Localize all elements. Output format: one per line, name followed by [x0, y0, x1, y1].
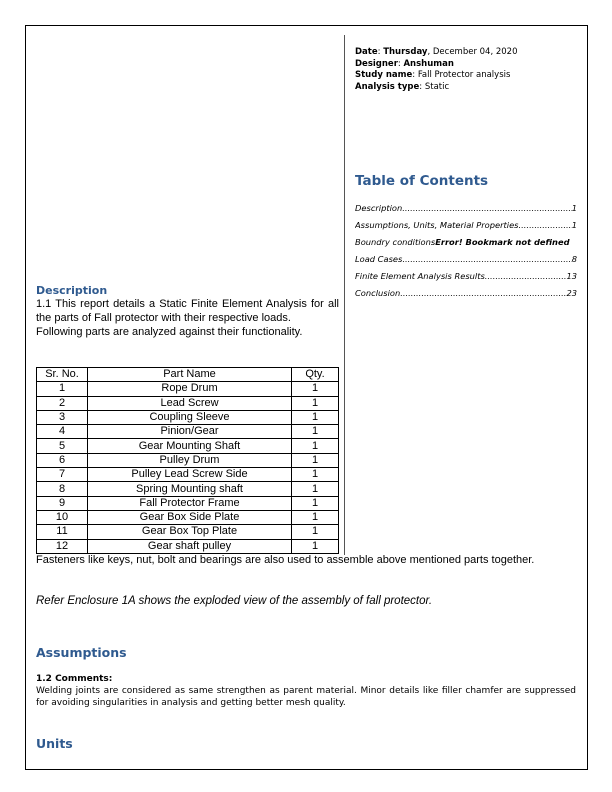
- table-row: [37, 425, 339, 439]
- toc-label: Assumptions, Units, Material Properties: [355, 220, 519, 230]
- sr-no-cell: 8: [37, 482, 88, 496]
- toc-label: Description: [355, 203, 403, 213]
- part-name-cell: Gear Mounting Shaft: [88, 439, 292, 453]
- designer-value: Anshuman: [403, 58, 454, 69]
- toc-entry[interactable]: [355, 203, 577, 220]
- sr-no-cell: 10: [37, 510, 88, 524]
- qty-cell: 1: [292, 396, 339, 410]
- sr-no-cell: 4: [37, 425, 88, 439]
- report-metadata: Date: Thursday, December 04, 2020 Designer: Anshuman Study name: Fall Protector analysis Analysis type: Static: [355, 47, 518, 92]
- assumptions-heading: Assumptions: [36, 645, 127, 660]
- sr-no-cell: 3: [37, 410, 88, 424]
- comments-text: Welding joints are considered as same strengthen as parent material. Minor details like filler chamfer are suppressed for avoiding singularities in analysis and getting better mesh quality.: [36, 686, 576, 708]
- date-label: Date: [355, 47, 378, 57]
- table-row: [37, 439, 339, 453]
- comments-section: [36, 673, 576, 709]
- toc-page: 8: [571, 254, 577, 264]
- toc-label: Boundry conditions: [355, 237, 436, 247]
- description-text: [36, 297, 339, 339]
- table-row: [37, 396, 339, 410]
- qty-cell: 1: [292, 439, 339, 453]
- part-name-cell: Gear shaft pulley: [88, 539, 292, 553]
- qty-cell: 1: [292, 425, 339, 439]
- qty-cell: 1: [292, 382, 339, 396]
- date-value: , December 04, 2020: [427, 47, 518, 57]
- toc-leader: [400, 288, 566, 305]
- qty-cell: 1: [292, 539, 339, 553]
- table-row: [37, 525, 339, 539]
- table-row: [37, 496, 339, 510]
- toc-title: Table of Contents: [355, 173, 489, 189]
- part-name-cell: Gear Box Top Plate: [88, 525, 292, 539]
- table-row: [37, 468, 339, 482]
- toc-leader: [485, 271, 567, 288]
- column-header: Sr. No.: [37, 368, 88, 382]
- qty-cell: 1: [292, 510, 339, 524]
- table-row: [37, 453, 339, 467]
- toc-label: Conclusion: [355, 288, 401, 298]
- column-header: Qty.: [292, 368, 339, 382]
- toc-error: Error! Bookmark not defined: [435, 237, 570, 247]
- study-label: Study name: [355, 70, 413, 80]
- toc-leader: [519, 220, 572, 237]
- table-row: [37, 382, 339, 396]
- toc-page: 1: [571, 203, 577, 213]
- qty-cell: 1: [292, 482, 339, 496]
- qty-cell: 1: [292, 453, 339, 467]
- analysis-label: Analysis type: [355, 81, 420, 92]
- part-name-cell: Spring Mounting shaft: [88, 482, 292, 496]
- part-name-cell: Rope Drum: [88, 382, 292, 396]
- fasteners-note: Fasteners like keys, nut, bolt and bearings are also used to assemble above mentioned parts together.: [36, 554, 535, 566]
- part-name-cell: Gear Box Side Plate: [88, 510, 292, 524]
- part-name-cell: Pinion/Gear: [88, 425, 292, 439]
- comments-subheading: 1.2 Comments:: [36, 674, 113, 684]
- sr-no-cell: 5: [37, 439, 88, 453]
- toc-page: 13: [566, 271, 577, 281]
- table-row: [37, 482, 339, 496]
- part-name-cell: Pulley Lead Screw Side: [88, 468, 292, 482]
- part-name-cell: Coupling Sleeve: [88, 410, 292, 424]
- sr-no-cell: 11: [37, 525, 88, 539]
- qty-cell: 1: [292, 525, 339, 539]
- table-row: [37, 410, 339, 424]
- qty-cell: 1: [292, 410, 339, 424]
- designer-label: Designer: [355, 58, 398, 69]
- toc-entry[interactable]: [355, 237, 577, 254]
- toc-label: Load Cases: [355, 254, 403, 264]
- sr-no-cell: 2: [37, 396, 88, 410]
- table-row: [37, 510, 339, 524]
- toc-entry[interactable]: [355, 288, 577, 305]
- description-paragraph: 1.1 This report details a Static Finite Element Analysis for all the parts of Fall protector with their respective loads.: [36, 298, 339, 324]
- column-header: Part Name: [88, 368, 292, 382]
- description-heading: Description: [36, 284, 108, 297]
- qty-cell: 1: [292, 468, 339, 482]
- part-name-cell: Lead Screw: [88, 396, 292, 410]
- toc-leader: [402, 203, 571, 220]
- sr-no-cell: 6: [37, 453, 88, 467]
- date-day: Thursday: [383, 47, 428, 57]
- table-of-contents: [355, 203, 577, 305]
- units-heading: Units: [36, 736, 73, 751]
- toc-leader: [402, 254, 571, 271]
- toc-label: Finite Element Analysis Results: [355, 271, 485, 281]
- table-row: [37, 539, 339, 553]
- description-paragraph: Following parts are analyzed against their functionality.: [36, 326, 303, 338]
- sr-no-cell: 7: [37, 468, 88, 482]
- sr-no-cell: 12: [37, 539, 88, 553]
- parts-table: [36, 367, 339, 554]
- toc-entry[interactable]: [355, 220, 577, 237]
- part-name-cell: Fall Protector Frame: [88, 496, 292, 510]
- sr-no-cell: 9: [37, 496, 88, 510]
- column-divider: [344, 35, 345, 555]
- toc-entry[interactable]: [355, 254, 577, 271]
- toc-page: 1: [571, 220, 577, 230]
- toc-page: 23: [566, 288, 577, 298]
- study-value: Fall Protector analysis: [417, 70, 511, 80]
- part-name-cell: Pulley Drum: [88, 453, 292, 467]
- analysis-value: Static: [424, 81, 450, 92]
- enclosure-reference: Refer Enclosure 1A shows the exploded view of the assembly of fall protector.: [36, 595, 433, 607]
- sr-no-cell: 1: [37, 382, 88, 396]
- toc-entry[interactable]: [355, 271, 577, 288]
- qty-cell: 1: [292, 496, 339, 510]
